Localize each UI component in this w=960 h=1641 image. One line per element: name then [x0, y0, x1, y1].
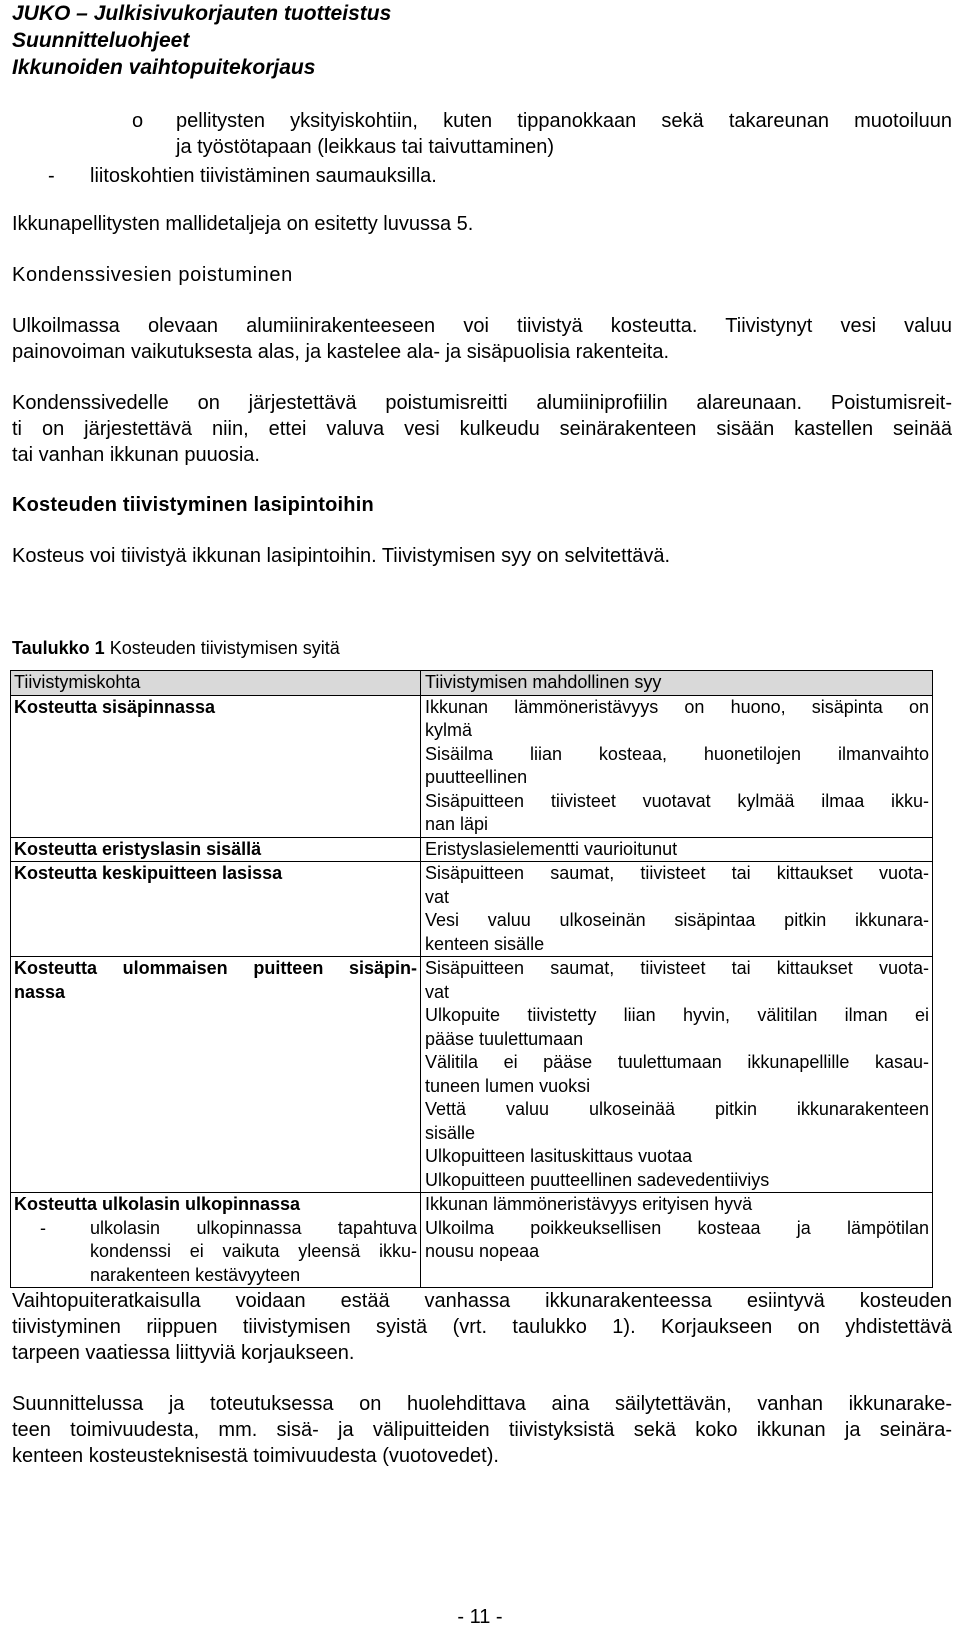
list-marker: -: [40, 1217, 46, 1238]
cell-line: nassa: [14, 981, 66, 1002]
cell-line: vat: [425, 886, 450, 907]
cell-line: Kosteutta sisäpinnassa: [14, 696, 216, 717]
cell-line: Sisäilma liian kosteaa, huonetilojen ilmanvaihto: [425, 743, 929, 764]
cell-line: nousu nopeaa: [425, 1241, 540, 1261]
paragraph-line: tarpeen vaatiessa liittyviä korjaukseen.: [12, 1342, 355, 1364]
cell-note: [14, 1217, 417, 1288]
paragraph-line: tai vanhan ikkunan puuosia.: [12, 444, 260, 466]
table-cell-place: [11, 862, 421, 957]
table-row: [11, 957, 933, 1193]
table-header-cell: Tiivistymisen mahdollinen syy: [421, 671, 933, 696]
table-cell-cause: [421, 957, 933, 1193]
cell-line: Vettä valuu ulkoseinää pitkin ikkunarakenteen: [425, 1099, 929, 1119]
cell-line: kylmä: [425, 720, 473, 740]
page-number: - 11 -: [457, 1606, 503, 1628]
table-row: [11, 837, 933, 862]
table-row: [11, 862, 933, 957]
cell-line: pääse tuulettumaan: [425, 1028, 584, 1049]
paragraph-line: ti on järjestettävä niin, ettei valuva vesi kulkeudu seinärakenteen sisään kastellen seinää: [12, 418, 952, 440]
cell-line: kondenssi ei vaikuta yleensä ikku-: [90, 1241, 417, 1261]
table-row: [11, 695, 933, 837]
document-header: [12, 0, 391, 81]
cell-line: vat: [425, 981, 450, 1002]
paragraph-line: Ulkoilmassa olevaan alumiinirakenteeseen voi tiivistyä kosteutta. Tiivistynyt vesi valuu: [12, 315, 952, 337]
paragraph-line: Vaihtopuiteratkaisulla voidaan estää vanhassa ikkunarakenteessa esiintyvä kosteuden: [12, 1290, 952, 1312]
paragraph-line: Kondenssivedelle on järjestettävä poistumisreitti alumiiniprofiilin alareunaan. Poistumisreit-: [12, 392, 952, 414]
cell-line: puutteellinen: [425, 767, 528, 787]
paragraph-kosteus: Kosteus voi tiivistyä ikkunan lasipintoihin. Tiivistymisen syy on selvitettävä.: [12, 545, 671, 567]
cell-line: Kosteutta keskipuitteen lasissa: [14, 863, 283, 883]
table-cell-cause: [421, 837, 933, 862]
table-cell-place: [11, 1193, 421, 1288]
cell-line: Kosteutta eristyslasin sisällä: [14, 838, 262, 859]
header-guide-type: Suunnitteluohjeet: [12, 29, 190, 52]
table-cell-cause: [421, 862, 933, 957]
section-heading-kondenssivesien: Kondenssivesien poistuminen: [12, 264, 293, 286]
cell-line: Ulkopuite tiivistetty liian hyvin, välitilan ilman ei: [425, 1005, 929, 1025]
table-cell-cause: [421, 1193, 933, 1288]
cell-line: nan läpi: [425, 814, 489, 834]
list-marker: o: [132, 110, 144, 132]
table-cell-place: [11, 695, 421, 837]
paragraph-line: tiivistyminen riippuen tiivistymisen syistä (vrt. taulukko 1). Korjaukseen on yhdistettävä: [12, 1316, 952, 1338]
paragraph-line: teen toimivuudesta, mm. sisä- ja välipuitteiden tiivistyksistä sekä koko ikkunan ja seinära-: [12, 1419, 952, 1441]
paragraph-suunnittelussa: [12, 1391, 952, 1469]
cell-line: Kosteutta ulommaisen puitteen sisäpin-: [14, 958, 417, 978]
paragraph-line: painovoiman vaikutuksesta alas, ja kastelee ala- ja sisäpuolisia rakenteita.: [12, 341, 670, 363]
paragraph-ulkoilmassa: [12, 313, 952, 365]
table-header-row: [11, 671, 933, 696]
list-marker: -: [48, 165, 55, 187]
paragraph-vaihtopuiteratkaisulla: [12, 1288, 952, 1366]
table-cell-place: [11, 957, 421, 1193]
cell-line: Ulkoilma poikkeuksellisen kosteaa ja lämpötilan: [425, 1217, 929, 1238]
cell-line: tuneen lumen vuoksi: [425, 1075, 591, 1096]
paragraph-kondenssivedelle: [12, 390, 952, 468]
cell-line: Ikkunan lämmöneristävyys erityisen hyvä: [425, 1194, 753, 1214]
header-subject: Ikkunoiden vaihtopuitekorjaus: [12, 56, 316, 79]
cell-line: Eristyslasielementti vaurioitunut: [425, 838, 678, 859]
cell-line: Välitila ei pääse tuulettumaan ikkunapellille kasau-: [425, 1052, 929, 1072]
cell-line: Ulkopuitteen puutteellinen sadevedentiiviys: [425, 1169, 770, 1190]
cell-line: Ulkopuitteen lasituskittaus vuotaa: [425, 1146, 693, 1166]
cell-line: sisälle: [425, 1122, 476, 1143]
table-caption-label: Taulukko 1: [12, 638, 105, 658]
condensation-causes-table: [10, 670, 933, 1288]
table-caption: [12, 636, 340, 660]
cell-line: Sisäpuitteen saumat, tiivisteet tai kittaukset vuota-: [425, 863, 929, 883]
paragraph-line: kenteen kosteusteknisestä toimivuudesta (vuotovedet).: [12, 1445, 499, 1467]
cell-line: ulkolasin ulkopinnassa tapahtuva: [90, 1217, 417, 1238]
cell-line: kenteen sisälle: [425, 933, 545, 954]
table-caption-text: Kosteuden tiivistymisen syitä: [104, 638, 340, 658]
paragraph-line: Suunnittelussa ja toteutuksessa on huolehdittava aina säilytettävän, vanhan ikkunarake-: [12, 1393, 952, 1415]
paragraph-ikkunapellitys: Ikkunapellitysten mallidetaljeja on esitetty luvussa 5.: [12, 213, 474, 235]
table-cell-place: [11, 837, 421, 862]
header-project-title: JUKO – Julkisivukorjauten tuotteistus: [12, 2, 392, 25]
cell-line: Vesi valuu ulkoseinän sisäpintaa pitkin ikkunara-: [425, 910, 929, 930]
list-item-text-line: ja työstötapaan (leikkaus tai taivuttaminen): [176, 136, 554, 158]
list-item-text-line: pellitysten yksityiskohtiin, kuten tippanokkaan sekä takareunan muotoiluun: [176, 110, 952, 132]
cell-line: Kosteutta ulkolasin ulkopinnassa: [14, 1194, 301, 1214]
cell-line: narakenteen kestävyyteen: [90, 1264, 301, 1285]
cell-line: Sisäpuitteen tiivisteet vuotavat kylmää ilmaa ikku-: [425, 790, 929, 811]
table-header-cell: Tiivistymiskohta: [11, 671, 421, 696]
section-heading-kosteuden: Kosteuden tiivistyminen lasipintoihin: [12, 494, 374, 516]
table-cell-cause: [421, 695, 933, 837]
cell-line: Sisäpuitteen saumat, tiivisteet tai kittaukset vuota-: [425, 958, 929, 978]
table-row: [11, 1193, 933, 1288]
cell-line: Ikkunan lämmöneristävyys on huono, sisäpinta on: [425, 696, 929, 717]
list-item-text: liitoskohtien tiivistäminen saumauksilla.: [90, 165, 437, 187]
